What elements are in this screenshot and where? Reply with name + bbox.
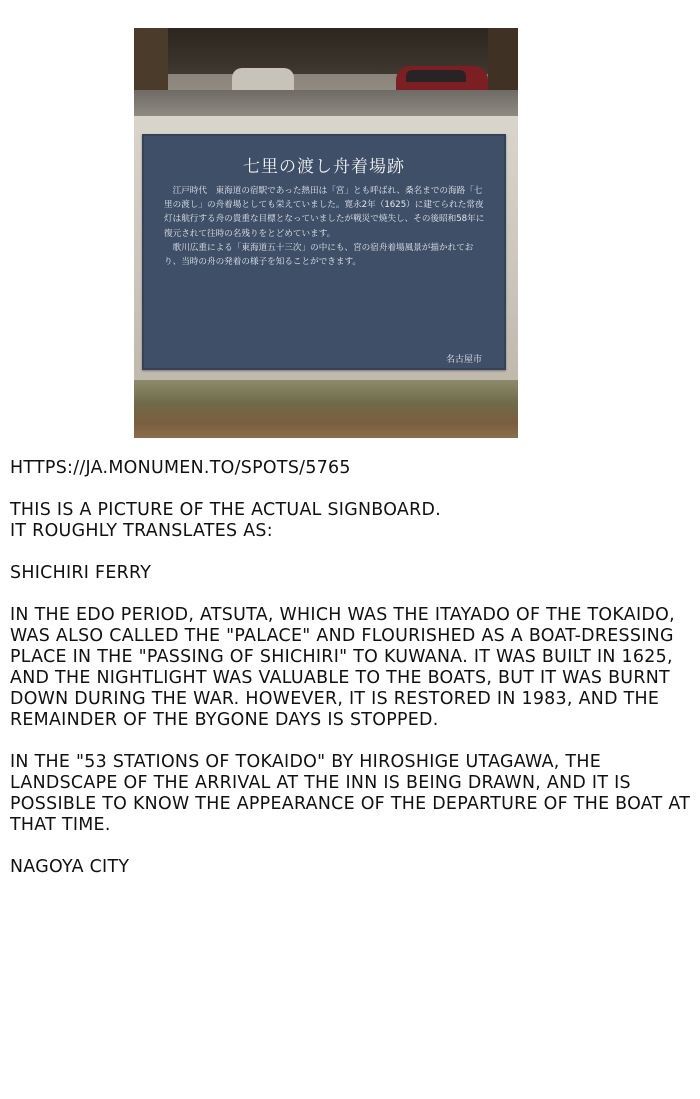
plaque-body xyxy=(164,184,486,269)
plaque-paragraph-1: 江戸時代 東海道の宿駅であった熱田は「宮」とも呼ばれ、桑名までの海路「七里の渡し」の舟着場としても栄えていました。寛永2年（1625）に建てられた常夜灯は航行する舟の貴重な目標となっていましたが戦災で焼失し、その後昭和58年に復元されて往時の名残りをとどめています。 xyxy=(164,186,485,239)
source-url: HTTPS://JA.MONUMEN.TO/SPOTS/5765 xyxy=(10,458,351,478)
plaque-title: 七里の渡し舟着場跡 xyxy=(243,157,405,177)
caption-text xyxy=(10,458,694,899)
intro-line-1: THIS IS A PICTURE OF THE ACTUAL SIGNBOARD. xyxy=(10,500,442,520)
intro-text xyxy=(10,500,694,542)
signboard-photo xyxy=(134,28,518,438)
mossy-ground xyxy=(134,380,518,438)
translation-paragraph-2: IN THE "53 STATIONS OF TOKAIDO" BY HIROSHIGE UTAGAWA, THE LANDSCAPE OF THE ARRIVAL AT THE INN IS BEING DRAWN, AND IT IS POSSIBLE TO KNOW THE APPEARANCE OF THE DEPARTURE OF THE BOAT AT THAT TIME. xyxy=(10,752,691,835)
translation-title: SHICHIRI FERRY xyxy=(10,563,152,583)
car-window xyxy=(406,70,466,82)
translation-paragraph-1: IN THE EDO PERIOD, ATSUTA, WHICH WAS THE ITAYADO OF THE TOKAIDO, WAS ALSO CALLED THE "PALACE" AND FLOURISHED AS A BOAT-DRESSING PLACE IN THE "PASSING OF SHICHIRI" TO KUWANA. IT WAS BUILT IN 1625, AND THE NIGHTLIGHT WAS VALUABLE TO THE BOATS, BUT IT WAS BURNT DOWN DURING THE WAR. HOWEVER, IT IS RESTORED IN 1983, AND THE REMAINDER OF THE BYGONE DAYS IS STOPPED. xyxy=(10,605,675,730)
translation-signature: NAGOYA CITY xyxy=(10,857,130,877)
intro-line-2: IT ROUGHLY TRANSLATES AS: xyxy=(10,521,273,541)
wall-ledge xyxy=(134,90,518,116)
plaque-paragraph-2: 歌川広重による「東海道五十三次」の中にも、宮の宿舟着場風景が描かれており、当時の舟の発着の様子を知ることができます。 xyxy=(164,242,474,268)
plaque-signature: 名古屋市 xyxy=(445,355,482,365)
signboard-plaque xyxy=(142,134,506,370)
